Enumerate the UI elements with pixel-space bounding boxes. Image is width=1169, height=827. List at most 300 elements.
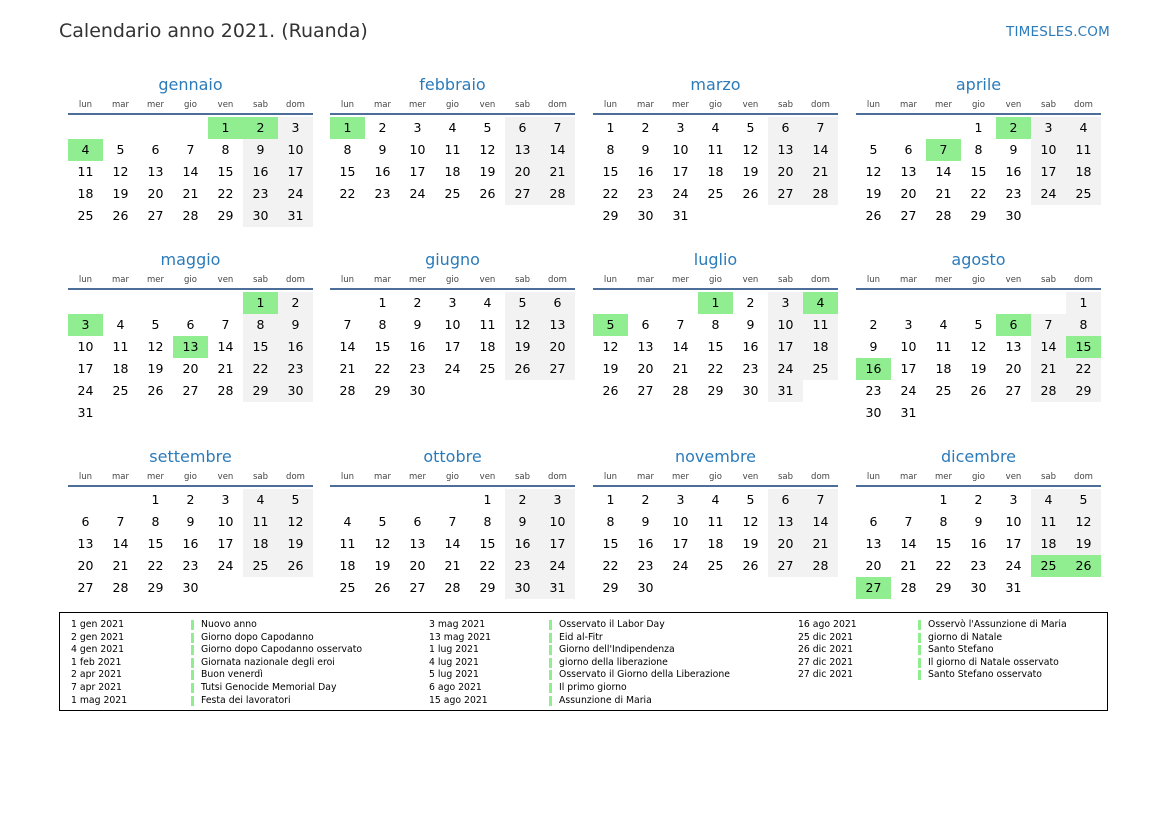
day-cell[interactable]: 14 <box>444 536 461 551</box>
day-cell[interactable]: 4 <box>711 120 720 135</box>
day-cell[interactable]: 4 <box>343 514 352 529</box>
day-cell[interactable]: 11 <box>77 164 94 179</box>
day-cell[interactable]: 19 <box>147 361 164 376</box>
day-cell[interactable]: 6 <box>151 142 160 157</box>
day-cell[interactable]: 1 <box>606 120 615 135</box>
day-cell[interactable]: 12 <box>742 514 759 529</box>
holiday-day-cell[interactable]: 7 <box>926 139 961 161</box>
day-cell[interactable]: 23 <box>637 186 654 201</box>
day-cell[interactable]: 18 <box>112 361 129 376</box>
weekend-day-cell[interactable]: 25 <box>803 358 838 380</box>
weekend-day-cell[interactable]: 12 <box>1066 511 1101 533</box>
day-cell[interactable]: 20 <box>1005 361 1022 376</box>
day-cell[interactable]: 24 <box>672 186 689 201</box>
day-cell[interactable]: 29 <box>602 580 619 595</box>
day-cell[interactable]: 28 <box>672 383 689 398</box>
day-cell[interactable]: 27 <box>637 383 654 398</box>
weekend-day-cell[interactable]: 22 <box>243 358 278 380</box>
holiday-day-cell[interactable]: 2 <box>243 117 278 139</box>
day-cell[interactable]: 11 <box>707 514 724 529</box>
weekend-day-cell[interactable]: 19 <box>1066 533 1101 555</box>
weekend-day-cell[interactable]: 16 <box>278 336 313 358</box>
weekend-day-cell[interactable]: 30 <box>505 577 540 599</box>
day-cell[interactable]: 26 <box>479 186 496 201</box>
day-cell[interactable]: 16 <box>182 536 199 551</box>
day-cell[interactable]: 21 <box>935 186 952 201</box>
day-cell[interactable]: 23 <box>1005 186 1022 201</box>
day-cell[interactable]: 24 <box>1005 558 1022 573</box>
day-cell[interactable]: 5 <box>746 492 755 507</box>
day-cell[interactable]: 12 <box>602 339 619 354</box>
day-cell[interactable]: 25 <box>479 361 496 376</box>
day-cell[interactable]: 10 <box>672 514 689 529</box>
day-cell[interactable]: 11 <box>339 536 356 551</box>
day-cell[interactable]: 16 <box>637 536 654 551</box>
day-cell[interactable]: 6 <box>904 142 913 157</box>
day-cell[interactable]: 19 <box>742 164 759 179</box>
weekend-day-cell[interactable]: 8 <box>1066 314 1101 336</box>
day-cell[interactable]: 2 <box>974 492 983 507</box>
day-cell[interactable]: 24 <box>409 186 426 201</box>
day-cell[interactable]: 11 <box>707 142 724 157</box>
weekend-day-cell[interactable]: 2 <box>505 489 540 511</box>
weekend-day-cell[interactable]: 13 <box>768 511 803 533</box>
day-cell[interactable]: 24 <box>217 558 234 573</box>
weekend-day-cell[interactable]: 17 <box>768 336 803 358</box>
day-cell[interactable]: 5 <box>746 120 755 135</box>
day-cell[interactable]: 4 <box>448 120 457 135</box>
weekend-day-cell[interactable]: 30 <box>243 205 278 227</box>
weekend-day-cell[interactable]: 17 <box>278 161 313 183</box>
day-cell[interactable]: 19 <box>970 361 987 376</box>
day-cell[interactable]: 2 <box>641 120 650 135</box>
day-cell[interactable]: 21 <box>112 558 129 573</box>
day-cell[interactable]: 17 <box>217 536 234 551</box>
weekend-day-cell[interactable]: 27 <box>540 358 575 380</box>
day-cell[interactable]: 22 <box>602 186 619 201</box>
weekend-day-cell[interactable]: 17 <box>540 533 575 555</box>
day-cell[interactable]: 25 <box>707 186 724 201</box>
day-cell[interactable]: 10 <box>444 317 461 332</box>
day-cell[interactable]: 13 <box>900 164 917 179</box>
day-cell[interactable]: 8 <box>606 142 615 157</box>
day-cell[interactable]: 26 <box>742 558 759 573</box>
day-cell[interactable]: 3 <box>1009 492 1018 507</box>
day-cell[interactable]: 29 <box>374 383 391 398</box>
day-cell[interactable]: 30 <box>409 383 426 398</box>
holiday-day-cell[interactable]: 1 <box>330 117 365 139</box>
day-cell[interactable]: 4 <box>939 317 948 332</box>
weekend-day-cell[interactable]: 12 <box>505 314 540 336</box>
day-cell[interactable]: 18 <box>339 558 356 573</box>
day-cell[interactable]: 30 <box>637 580 654 595</box>
day-cell[interactable]: 12 <box>374 536 391 551</box>
weekend-day-cell[interactable]: 21 <box>803 161 838 183</box>
day-cell[interactable]: 13 <box>865 536 882 551</box>
day-cell[interactable]: 8 <box>711 317 720 332</box>
day-cell[interactable]: 22 <box>147 558 164 573</box>
day-cell[interactable]: 28 <box>339 383 356 398</box>
day-cell[interactable]: 31 <box>77 405 94 420</box>
holiday-day-cell[interactable]: 13 <box>173 336 208 358</box>
day-cell[interactable]: 18 <box>77 186 94 201</box>
day-cell[interactable]: 8 <box>939 514 948 529</box>
weekend-day-cell[interactable]: 31 <box>540 577 575 599</box>
weekend-day-cell[interactable]: 9 <box>243 139 278 161</box>
weekend-day-cell[interactable]: 7 <box>1031 314 1066 336</box>
day-cell[interactable]: 22 <box>374 361 391 376</box>
day-cell[interactable]: 26 <box>374 580 391 595</box>
weekend-day-cell[interactable]: 25 <box>1066 183 1101 205</box>
day-cell[interactable]: 7 <box>186 142 195 157</box>
weekend-day-cell[interactable]: 19 <box>505 336 540 358</box>
holiday-day-cell[interactable]: 1 <box>698 292 733 314</box>
day-cell[interactable]: 20 <box>637 361 654 376</box>
day-cell[interactable]: 16 <box>1005 164 1022 179</box>
weekend-day-cell[interactable]: 10 <box>540 511 575 533</box>
weekend-day-cell[interactable]: 4 <box>1031 489 1066 511</box>
day-cell[interactable]: 31 <box>900 405 917 420</box>
day-cell[interactable]: 17 <box>444 339 461 354</box>
weekend-day-cell[interactable]: 21 <box>540 161 575 183</box>
day-cell[interactable]: 14 <box>182 164 199 179</box>
day-cell[interactable]: 20 <box>409 558 426 573</box>
day-cell[interactable]: 26 <box>865 208 882 223</box>
day-cell[interactable]: 6 <box>413 514 422 529</box>
day-cell[interactable]: 15 <box>339 164 356 179</box>
day-cell[interactable]: 21 <box>182 186 199 201</box>
day-cell[interactable]: 5 <box>378 514 387 529</box>
weekend-day-cell[interactable]: 14 <box>540 139 575 161</box>
day-cell[interactable]: 27 <box>1005 383 1022 398</box>
holiday-day-cell[interactable]: 1 <box>243 292 278 314</box>
day-cell[interactable]: 18 <box>444 164 461 179</box>
day-cell[interactable]: 10 <box>77 339 94 354</box>
weekend-day-cell[interactable]: 24 <box>278 183 313 205</box>
day-cell[interactable]: 25 <box>77 208 94 223</box>
weekend-day-cell[interactable]: 11 <box>243 511 278 533</box>
day-cell[interactable]: 14 <box>672 339 689 354</box>
day-cell[interactable]: 16 <box>742 339 759 354</box>
weekend-day-cell[interactable]: 24 <box>768 358 803 380</box>
weekend-day-cell[interactable]: 13 <box>505 139 540 161</box>
day-cell[interactable]: 29 <box>935 580 952 595</box>
day-cell[interactable]: 23 <box>374 186 391 201</box>
weekend-day-cell[interactable]: 28 <box>1031 380 1066 402</box>
weekend-day-cell[interactable]: 31 <box>278 205 313 227</box>
day-cell[interactable]: 11 <box>935 339 952 354</box>
day-cell[interactable]: 19 <box>479 164 496 179</box>
weekend-day-cell[interactable]: 18 <box>803 336 838 358</box>
weekend-day-cell[interactable]: 30 <box>278 380 313 402</box>
weekend-day-cell[interactable]: 16 <box>505 533 540 555</box>
day-cell[interactable]: 25 <box>444 186 461 201</box>
day-cell[interactable]: 29 <box>707 383 724 398</box>
weekend-day-cell[interactable]: 23 <box>505 555 540 577</box>
day-cell[interactable]: 21 <box>339 361 356 376</box>
weekend-day-cell[interactable]: 7 <box>540 117 575 139</box>
weekend-day-cell[interactable]: 16 <box>243 161 278 183</box>
day-cell[interactable]: 30 <box>970 580 987 595</box>
site-logo[interactable]: TIMESLES.COM <box>1006 24 1110 40</box>
day-cell[interactable]: 26 <box>742 186 759 201</box>
day-cell[interactable]: 6 <box>81 514 90 529</box>
day-cell[interactable]: 30 <box>742 383 759 398</box>
weekend-day-cell[interactable]: 14 <box>1031 336 1066 358</box>
weekend-day-cell[interactable]: 20 <box>540 336 575 358</box>
weekend-day-cell[interactable]: 18 <box>1031 533 1066 555</box>
day-cell[interactable]: 21 <box>217 361 234 376</box>
day-cell[interactable]: 23 <box>742 361 759 376</box>
weekend-day-cell[interactable]: 7 <box>803 117 838 139</box>
day-cell[interactable]: 30 <box>637 208 654 223</box>
day-cell[interactable]: 28 <box>444 580 461 595</box>
day-cell[interactable]: 28 <box>182 208 199 223</box>
weekend-day-cell[interactable]: 6 <box>768 117 803 139</box>
day-cell[interactable]: 7 <box>116 514 125 529</box>
holiday-day-cell[interactable]: 15 <box>1066 336 1101 358</box>
day-cell[interactable]: 17 <box>672 536 689 551</box>
weekend-day-cell[interactable]: 29 <box>243 380 278 402</box>
weekend-day-cell[interactable]: 20 <box>768 533 803 555</box>
day-cell[interactable]: 23 <box>970 558 987 573</box>
day-cell[interactable]: 3 <box>221 492 230 507</box>
weekend-day-cell[interactable]: 9 <box>278 314 313 336</box>
day-cell[interactable]: 29 <box>970 208 987 223</box>
weekend-day-cell[interactable]: 10 <box>1031 139 1066 161</box>
day-cell[interactable]: 8 <box>606 514 615 529</box>
day-cell[interactable]: 28 <box>900 580 917 595</box>
weekend-day-cell[interactable]: 27 <box>505 183 540 205</box>
day-cell[interactable]: 17 <box>900 361 917 376</box>
weekend-day-cell[interactable]: 21 <box>803 533 838 555</box>
day-cell[interactable]: 9 <box>378 142 387 157</box>
day-cell[interactable]: 18 <box>707 536 724 551</box>
weekend-day-cell[interactable]: 23 <box>278 358 313 380</box>
day-cell[interactable]: 29 <box>479 580 496 595</box>
weekend-day-cell[interactable]: 4 <box>1066 117 1101 139</box>
weekend-day-cell[interactable]: 31 <box>768 380 803 402</box>
day-cell[interactable]: 1 <box>483 492 492 507</box>
day-cell[interactable]: 15 <box>707 339 724 354</box>
day-cell[interactable]: 30 <box>865 405 882 420</box>
day-cell[interactable]: 15 <box>602 536 619 551</box>
day-cell[interactable]: 9 <box>974 514 983 529</box>
day-cell[interactable]: 1 <box>606 492 615 507</box>
day-cell[interactable]: 26 <box>602 383 619 398</box>
holiday-day-cell[interactable]: 25 <box>1031 555 1066 577</box>
day-cell[interactable]: 28 <box>935 208 952 223</box>
day-cell[interactable]: 27 <box>409 580 426 595</box>
day-cell[interactable]: 18 <box>707 164 724 179</box>
weekend-day-cell[interactable]: 15 <box>243 336 278 358</box>
weekend-day-cell[interactable]: 3 <box>540 489 575 511</box>
weekend-day-cell[interactable]: 26 <box>505 358 540 380</box>
day-cell[interactable]: 19 <box>742 536 759 551</box>
day-cell[interactable]: 20 <box>900 186 917 201</box>
day-cell[interactable]: 24 <box>444 361 461 376</box>
day-cell[interactable]: 27 <box>182 383 199 398</box>
weekend-day-cell[interactable]: 2 <box>278 292 313 314</box>
holiday-day-cell[interactable]: 26 <box>1066 555 1101 577</box>
holiday-day-cell[interactable]: 4 <box>68 139 103 161</box>
day-cell[interactable]: 3 <box>676 492 685 507</box>
day-cell[interactable]: 1 <box>378 295 387 310</box>
day-cell[interactable]: 15 <box>602 164 619 179</box>
day-cell[interactable]: 8 <box>378 317 387 332</box>
weekend-day-cell[interactable]: 4 <box>243 489 278 511</box>
weekend-day-cell[interactable]: 28 <box>803 183 838 205</box>
weekend-day-cell[interactable]: 26 <box>278 555 313 577</box>
day-cell[interactable]: 24 <box>77 383 94 398</box>
day-cell[interactable]: 3 <box>413 120 422 135</box>
day-cell[interactable]: 6 <box>186 317 195 332</box>
weekend-day-cell[interactable]: 27 <box>768 183 803 205</box>
weekend-day-cell[interactable]: 11 <box>1031 511 1066 533</box>
day-cell[interactable]: 23 <box>182 558 199 573</box>
day-cell[interactable]: 13 <box>409 536 426 551</box>
weekend-day-cell[interactable]: 23 <box>243 183 278 205</box>
day-cell[interactable]: 17 <box>77 361 94 376</box>
day-cell[interactable]: 22 <box>935 558 952 573</box>
day-cell[interactable]: 3 <box>448 295 457 310</box>
day-cell[interactable]: 30 <box>182 580 199 595</box>
day-cell[interactable]: 14 <box>217 339 234 354</box>
day-cell[interactable]: 16 <box>637 164 654 179</box>
day-cell[interactable]: 29 <box>147 580 164 595</box>
day-cell[interactable]: 22 <box>707 361 724 376</box>
day-cell[interactable]: 11 <box>444 142 461 157</box>
day-cell[interactable]: 25 <box>935 383 952 398</box>
weekend-day-cell[interactable]: 9 <box>505 511 540 533</box>
day-cell[interactable]: 4 <box>711 492 720 507</box>
day-cell[interactable]: 2 <box>378 120 387 135</box>
day-cell[interactable]: 12 <box>865 164 882 179</box>
day-cell[interactable]: 9 <box>869 339 878 354</box>
holiday-day-cell[interactable]: 6 <box>996 314 1031 336</box>
weekend-day-cell[interactable]: 3 <box>768 292 803 314</box>
weekend-day-cell[interactable]: 1 <box>1066 292 1101 314</box>
day-cell[interactable]: 19 <box>602 361 619 376</box>
day-cell[interactable]: 5 <box>116 142 125 157</box>
holiday-day-cell[interactable]: 27 <box>856 577 891 599</box>
day-cell[interactable]: 19 <box>865 186 882 201</box>
weekend-day-cell[interactable]: 8 <box>243 314 278 336</box>
weekend-day-cell[interactable]: 3 <box>1031 117 1066 139</box>
day-cell[interactable]: 20 <box>147 186 164 201</box>
day-cell[interactable]: 2 <box>413 295 422 310</box>
day-cell[interactable]: 8 <box>974 142 983 157</box>
weekend-day-cell[interactable]: 6 <box>505 117 540 139</box>
day-cell[interactable]: 4 <box>116 317 125 332</box>
day-cell[interactable]: 25 <box>339 580 356 595</box>
day-cell[interactable]: 10 <box>1005 514 1022 529</box>
day-cell[interactable]: 25 <box>112 383 129 398</box>
day-cell[interactable]: 17 <box>1005 536 1022 551</box>
day-cell[interactable]: 15 <box>217 164 234 179</box>
day-cell[interactable]: 11 <box>112 339 129 354</box>
day-cell[interactable]: 22 <box>970 186 987 201</box>
day-cell[interactable]: 19 <box>112 186 129 201</box>
weekend-day-cell[interactable]: 24 <box>540 555 575 577</box>
day-cell[interactable]: 3 <box>676 120 685 135</box>
weekend-day-cell[interactable]: 24 <box>1031 183 1066 205</box>
day-cell[interactable]: 15 <box>970 164 987 179</box>
day-cell[interactable]: 22 <box>217 186 234 201</box>
day-cell[interactable]: 11 <box>479 317 496 332</box>
weekend-day-cell[interactable]: 20 <box>768 161 803 183</box>
day-cell[interactable]: 2 <box>641 492 650 507</box>
day-cell[interactable]: 14 <box>112 536 129 551</box>
day-cell[interactable]: 13 <box>637 339 654 354</box>
day-cell[interactable]: 15 <box>935 536 952 551</box>
day-cell[interactable]: 12 <box>147 339 164 354</box>
day-cell[interactable]: 18 <box>479 339 496 354</box>
weekend-day-cell[interactable]: 29 <box>1066 380 1101 402</box>
day-cell[interactable]: 31 <box>1005 580 1022 595</box>
day-cell[interactable]: 6 <box>641 317 650 332</box>
day-cell[interactable]: 1 <box>151 492 160 507</box>
day-cell[interactable]: 21 <box>672 361 689 376</box>
day-cell[interactable]: 17 <box>409 164 426 179</box>
day-cell[interactable]: 23 <box>865 383 882 398</box>
day-cell[interactable]: 13 <box>77 536 94 551</box>
day-cell[interactable]: 13 <box>1005 339 1022 354</box>
day-cell[interactable]: 22 <box>479 558 496 573</box>
day-cell[interactable]: 9 <box>641 142 650 157</box>
holiday-day-cell[interactable]: 16 <box>856 358 891 380</box>
day-cell[interactable]: 13 <box>147 164 164 179</box>
day-cell[interactable]: 14 <box>339 339 356 354</box>
holiday-day-cell[interactable]: 3 <box>68 314 103 336</box>
day-cell[interactable]: 24 <box>672 558 689 573</box>
day-cell[interactable]: 23 <box>409 361 426 376</box>
day-cell[interactable]: 15 <box>147 536 164 551</box>
day-cell[interactable]: 27 <box>900 208 917 223</box>
day-cell[interactable]: 9 <box>746 317 755 332</box>
weekend-day-cell[interactable]: 20 <box>505 161 540 183</box>
weekend-day-cell[interactable]: 21 <box>1031 358 1066 380</box>
day-cell[interactable]: 12 <box>479 142 496 157</box>
day-cell[interactable]: 26 <box>112 208 129 223</box>
day-cell[interactable]: 9 <box>413 317 422 332</box>
weekend-day-cell[interactable]: 6 <box>540 292 575 314</box>
weekend-day-cell[interactable]: 5 <box>505 292 540 314</box>
day-cell[interactable]: 29 <box>602 208 619 223</box>
day-cell[interactable]: 17 <box>672 164 689 179</box>
weekend-day-cell[interactable]: 27 <box>768 555 803 577</box>
weekend-day-cell[interactable]: 10 <box>278 139 313 161</box>
day-cell[interactable]: 16 <box>970 536 987 551</box>
day-cell[interactable]: 25 <box>707 558 724 573</box>
day-cell[interactable]: 22 <box>602 558 619 573</box>
day-cell[interactable]: 22 <box>339 186 356 201</box>
day-cell[interactable]: 28 <box>217 383 234 398</box>
weekend-day-cell[interactable]: 3 <box>278 117 313 139</box>
day-cell[interactable]: 8 <box>483 514 492 529</box>
day-cell[interactable]: 14 <box>935 164 952 179</box>
day-cell[interactable]: 2 <box>186 492 195 507</box>
holiday-day-cell[interactable]: 4 <box>803 292 838 314</box>
weekend-day-cell[interactable]: 14 <box>803 139 838 161</box>
weekend-day-cell[interactable]: 18 <box>243 533 278 555</box>
day-cell[interactable]: 7 <box>343 317 352 332</box>
day-cell[interactable]: 3 <box>904 317 913 332</box>
day-cell[interactable]: 5 <box>483 120 492 135</box>
day-cell[interactable]: 30 <box>1005 208 1022 223</box>
day-cell[interactable]: 9 <box>641 514 650 529</box>
day-cell[interactable]: 10 <box>217 514 234 529</box>
